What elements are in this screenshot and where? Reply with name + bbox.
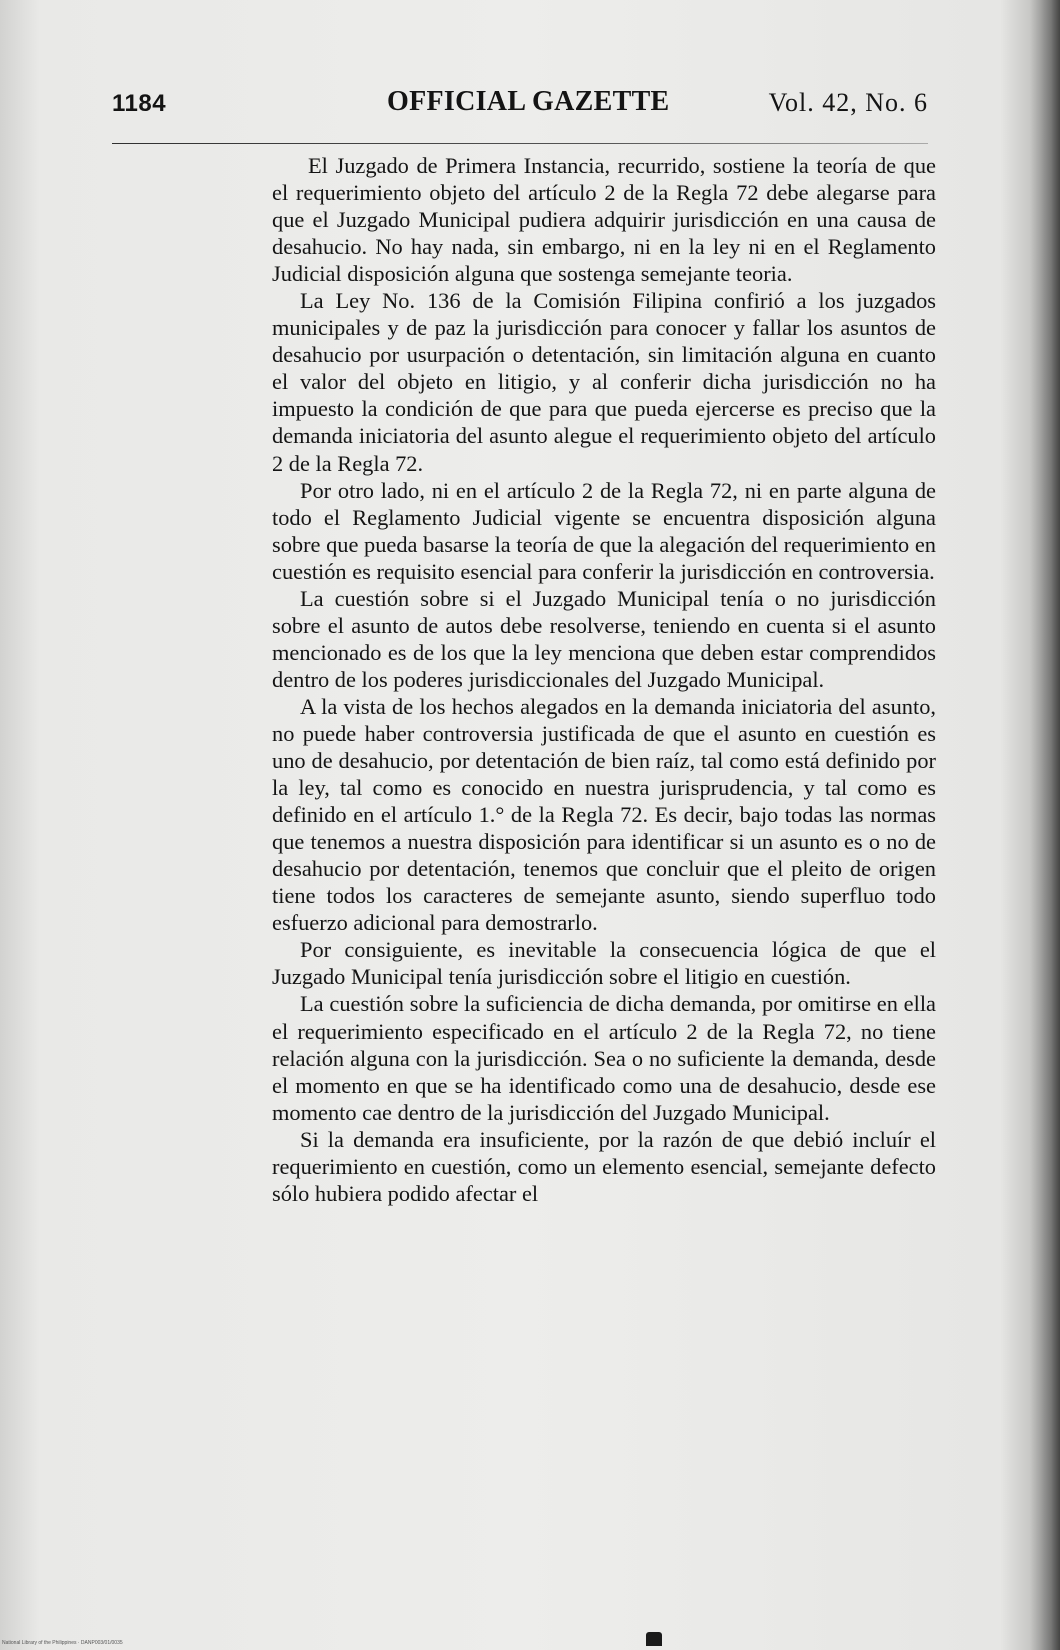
header-rule bbox=[112, 143, 928, 144]
body-text bbox=[272, 152, 936, 1207]
page-edge-shadow bbox=[1030, 0, 1060, 1650]
journal-title: OFFICIAL GAZETTE bbox=[387, 86, 670, 117]
paragraph: Por otro lado, ni en el artículo 2 de la Regla 72, ni en parte alguna de todo el Reglamento Judicial vigente se encuentra disposición alguna sobre que pueda basarse la teoría de que la alegación del requerimiento en cuestión es requisito esencial para conferir la jurisdicción en controversia. bbox=[272, 477, 936, 584]
paragraph: Por consiguiente, es inevitable la consecuencia lógica de que el Juzgado Municipal tenía jurisdicción sobre el litigio en cuestión. bbox=[272, 937, 936, 990]
paragraph: La cuestión sobre si el Juzgado Municipal tenía o no jurisdicción sobre el asunto de autos debe resolverse, teniendo en cuenta si el asunto mencionado es de los que la ley menciona que deben estar comprendidos dentro de los poderes jurisdiccionales del Juzgado Municipal. bbox=[272, 585, 936, 692]
volume-number: Vol. 42, No. 6 bbox=[768, 88, 928, 117]
scan-credit: National Library of the Philippines · DANP003/01/0035 bbox=[2, 1640, 123, 1646]
paragraph: La cuestión sobre la suficiencia de dicha demanda, por omitirse en ella el requerimiento especificado en el artículo 2 de la Regla 72, no tiene relación alguna con la jurisdicción. Sea o no suficiente la demanda, desde el momento en que se ha identificado como una de desahucio, desde ese momento cae dentro de la jurisdicción del Juzgado Municipal. bbox=[272, 991, 936, 1125]
paragraph: El Juzgado de Primera Instancia, recurrido, sostiene la teoría de que el requerimiento objeto del artículo 2 de la Regla 72 debe alegarse para que el Juzgado Municipal pudiera adquirir jurisdicción en una causa de desahucio. No hay nada, sin embargo, ni en la ley ni en el Reglamento Judicial disposición alguna que sostenga semejante teoria. bbox=[272, 153, 936, 287]
paragraph: A la vista de los hechos alegados en la demanda iniciatoria del asunto, no puede haber controversia justificada de que el asunto en cuestión es uno de desahucio, por detentación de bien raíz, tal como está definido por la ley, tal como es conocido en nuestra jurisprudencia, y tal como es definido en el artículo 1.° de la Regla 72. Es decir, bajo todas las normas que tenemos a nuestra disposición para identificar si un asunto es o no de desahucio por detentación, tenemos que concluir que el pleito de origen tiene todos los caracteres de semejante asunto, siendo superfluo todo esfuerzo adicional para demostrarlo. bbox=[272, 693, 936, 936]
scan-artifact-mark bbox=[646, 1632, 662, 1646]
page-number: 1184 bbox=[112, 90, 167, 117]
paragraph: La Ley No. 136 de la Comisión Filipina confirió a los juzgados municipales y de paz la jurisdicción para conocer y fallar los asuntos de desahucio por usurpación o detentación, sin limitación alguna en cuanto el valor del objeto en litigio, y al conferir dicha jurisdicción no ha impuesto la condición de que para que pueda ejercerse es preciso que la demanda iniciatoria del asunto alegue el requerimiento objeto del artículo 2 de la Regla 72. bbox=[272, 288, 936, 476]
paragraph: Si la demanda era insuficiente, por la razón de que debió incluír el requerimiento en cuestión, como un elemento esencial, semejante defecto sólo hubiera podido afectar el bbox=[272, 1126, 936, 1206]
page-header bbox=[112, 86, 928, 130]
